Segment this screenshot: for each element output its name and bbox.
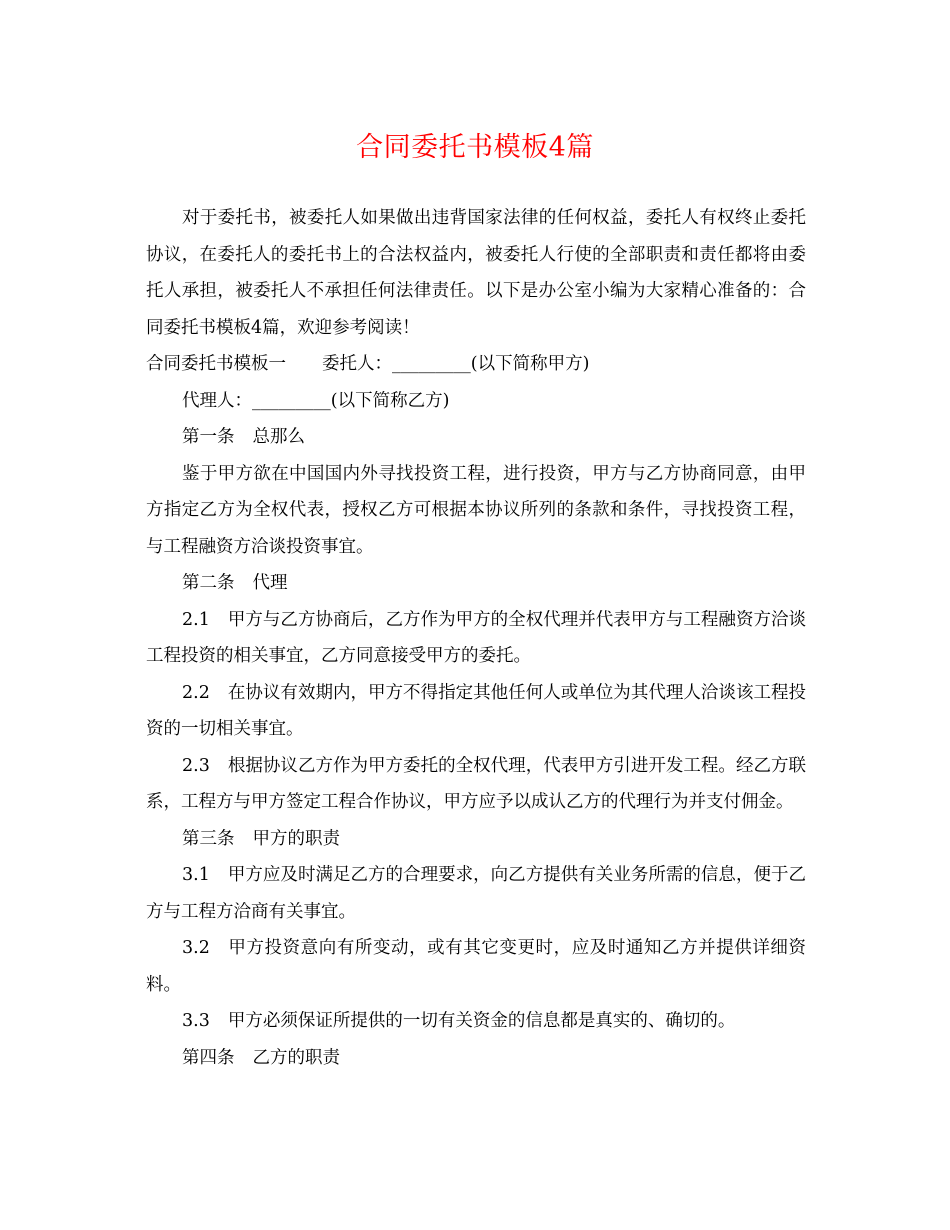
clause-2-3 bbox=[146, 748, 806, 821]
clause-3-2 bbox=[146, 930, 806, 1003]
principal-suffix: (以下简称甲方) bbox=[470, 354, 590, 374]
clause-2-1-number: 2.1 bbox=[182, 609, 210, 630]
document-body bbox=[146, 200, 806, 1076]
article-2-title: 代理 bbox=[252, 573, 288, 593]
agent-blank: _________ bbox=[252, 390, 331, 411]
clause-3-3-text: 甲方必须保证所提供的一切有关资金的信息都是真实的、确切的。 bbox=[227, 1011, 736, 1031]
clause-3-3-number: 3.3 bbox=[182, 1011, 210, 1031]
principal-line bbox=[146, 346, 806, 383]
clause-2-2-text: 在协议有效期内，甲方不得指定其他任何人或单位为其代理人洽谈该工程投资的一切相关事宜。 bbox=[146, 682, 806, 739]
clause-3-2-number: 3.2 bbox=[182, 938, 210, 958]
clause-2-2 bbox=[146, 675, 806, 748]
clause-2-2-number: 2.2 bbox=[182, 682, 210, 703]
agent-suffix: (以下简称乙方) bbox=[330, 390, 450, 411]
article-2-heading bbox=[146, 565, 806, 602]
article-1-text: 鉴于甲方欲在中国国内外寻找投资工程，进行投资，甲方与乙方协商同意，由甲方指定乙方为全权代表，授权乙方可根据本协议所列的条款和条件，寻找投资工程，与工程融资方洽谈投资事宜。 bbox=[146, 463, 806, 557]
document-title: 合同委托书模板4篇 bbox=[356, 132, 594, 163]
article-4-title: 乙方的职责 bbox=[252, 1047, 340, 1068]
clause-3-1 bbox=[146, 857, 806, 930]
clause-2-3-text: 根据协议乙方作为甲方委托的全权代理，代表甲方引进开发工程。经乙方联系，工程方与甲方签定工程合作协议，甲方应予以成认乙方的代理行为并支付佣金。 bbox=[146, 755, 806, 812]
article-4-number: 第四条 bbox=[182, 1047, 235, 1068]
clause-3-1-number: 3.1 bbox=[182, 865, 210, 885]
article-2-number: 第二条 bbox=[182, 573, 235, 593]
article-4-heading bbox=[146, 1040, 806, 1077]
article-1-heading bbox=[146, 419, 806, 456]
article-3-number: 第三条 bbox=[182, 828, 235, 849]
clause-2-1-text: 甲方与乙方协商后，乙方作为甲方的全权代理并代表甲方与工程融资方洽谈工程投资的相关事宜，乙方同意接受甲方的委托。 bbox=[146, 609, 806, 666]
agent-line bbox=[146, 383, 806, 420]
clause-2-1 bbox=[146, 602, 806, 675]
clause-3-1-text: 甲方应及时满足乙方的合理要求，向乙方提供有关业务所需的信息，便于乙方与工程方洽商有关事宜。 bbox=[146, 865, 806, 922]
article-1-number: 第一条 bbox=[182, 427, 235, 447]
article-3-heading bbox=[146, 821, 806, 858]
principal-label: 委托人： bbox=[322, 354, 392, 374]
clause-3-3 bbox=[146, 1003, 806, 1040]
clause-2-3-number: 2.3 bbox=[182, 755, 210, 776]
principal-blank: _________ bbox=[392, 354, 471, 374]
intro-paragraph: 对于委托书，被委托人如果做出违背国家法律的任何权益，委托人有权终止委托协议，在委托人的委托书上的合法权益内，被委托人行使的全部职责和责任都将由委托人承担，被委托人不承担任何法律责任。以下是办公室小编为大家精心准备的：合同委托书模板4篇，欢迎参考阅读！ bbox=[146, 208, 806, 338]
article-3-title: 甲方的职责 bbox=[252, 828, 340, 849]
clause-3-2-text: 甲方投资意向有所变动，或有其它变更时，应及时通知乙方并提供详细资料。 bbox=[146, 938, 806, 995]
template-one-label: 合同委托书模板一 bbox=[146, 354, 286, 374]
agent-label: 代理人： bbox=[182, 390, 252, 411]
article-1-title: 总那么 bbox=[252, 427, 305, 447]
